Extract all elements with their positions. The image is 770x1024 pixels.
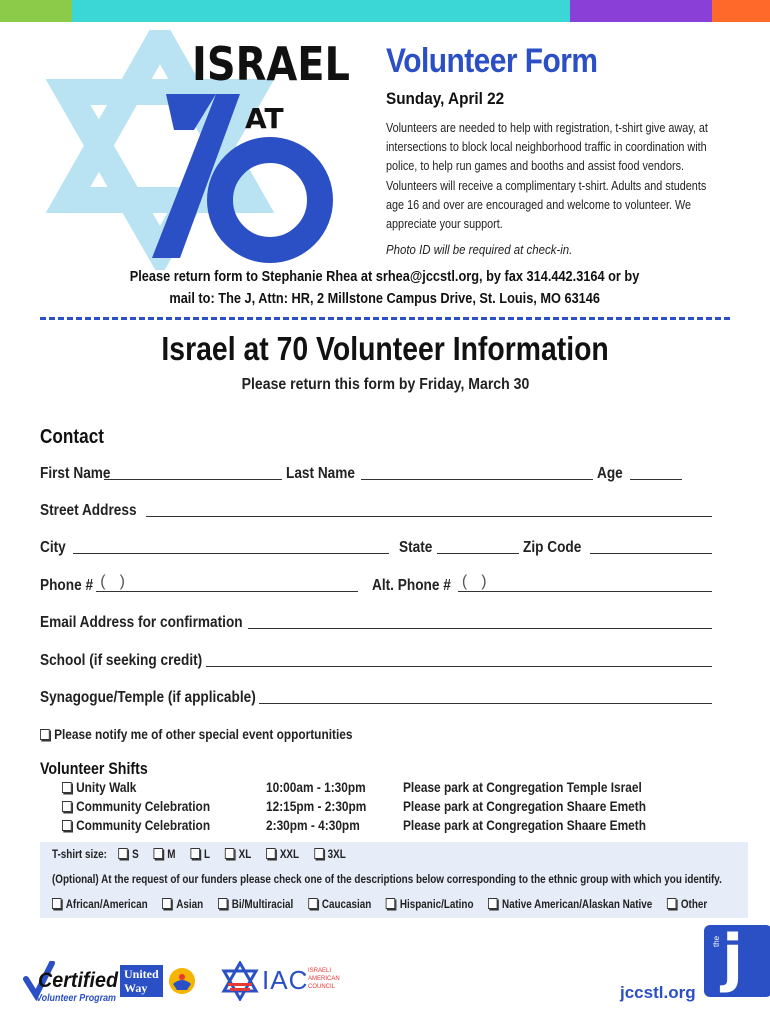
- alt-phone-label: Alt. Phone #: [372, 577, 452, 594]
- shift-option[interactable]: [62, 818, 242, 837]
- the-j-logo: [704, 921, 770, 997]
- school-field[interactable]: [206, 651, 712, 667]
- website-link[interactable]: jccstl.org: [620, 983, 696, 1002]
- tshirt-option[interactable]: [225, 849, 251, 861]
- tshirt-size: M: [167, 849, 176, 861]
- return-line-2: mail to: The J, Attn: HR, 2 Millstone Campus Drive, St. Louis, MO 63146: [169, 291, 601, 307]
- topbar-purple: [570, 0, 712, 22]
- ethnic-label: Bi/Multiracial: [231, 899, 294, 911]
- certified-volunteer-logo: [22, 961, 132, 1011]
- return-line-1: Please return form to Stephanie Rhea at srhea@jccstl.org, by fax 314.442.3164 or by: [130, 269, 640, 285]
- phone-row: [40, 575, 716, 595]
- ethnic-checkbox[interactable]: [488, 898, 497, 909]
- shift-option[interactable]: [62, 799, 242, 818]
- notify-option[interactable]: [40, 727, 352, 742]
- first-name-label: First Name: [40, 465, 111, 482]
- last-name-label: Last Name: [286, 465, 356, 482]
- j-letter: j: [722, 921, 744, 994]
- header-block: [386, 42, 726, 257]
- shift-parking: Please park at Congregation Temple Israel: [403, 780, 642, 795]
- main-title-text: Israel at 70 Volunteer Information: [161, 330, 609, 367]
- tshirt-option[interactable]: [153, 849, 175, 861]
- israel-at-70-logo: [40, 30, 380, 270]
- shift-option[interactable]: [62, 780, 242, 799]
- ethnic-checkbox[interactable]: [52, 898, 61, 909]
- return-deadline-text: Please return this form by Friday, March 30: [241, 376, 529, 393]
- tshirt-checkbox[interactable]: [190, 848, 199, 859]
- return-deadline: [0, 376, 770, 394]
- tshirt-size: 3XL: [327, 849, 346, 861]
- tshirt-size: XL: [238, 849, 252, 861]
- contact-heading: Contact: [40, 426, 105, 448]
- tshirt-option[interactable]: [118, 849, 138, 861]
- united-way-logo: [120, 963, 200, 999]
- email-row: [40, 612, 716, 632]
- ethnic-prompt: (Optional) At the request of our funders please check one of the descriptions below corresponding to the ethnic group with which you identify.: [52, 874, 722, 886]
- ethnic-option[interactable]: [52, 899, 148, 911]
- ethnic-options-row: [52, 898, 719, 911]
- ethnic-checkbox[interactable]: [162, 898, 171, 909]
- ethnic-checkbox[interactable]: [218, 898, 227, 909]
- event-date: Sunday, April 22: [386, 89, 505, 108]
- zip-field[interactable]: [590, 538, 712, 554]
- shift-name: Community Celebration: [76, 799, 211, 814]
- shift-row: [62, 799, 679, 818]
- street-row: [40, 500, 716, 520]
- ethnic-option[interactable]: [386, 899, 473, 911]
- united-way-hand-icon: [167, 966, 197, 996]
- tshirt-size: L: [204, 849, 211, 861]
- school-label: School (if seeking credit): [40, 652, 203, 669]
- state-field[interactable]: [437, 538, 519, 554]
- shifts-list: [62, 780, 679, 837]
- phone-field[interactable]: [96, 573, 358, 592]
- state-label: State: [399, 539, 433, 556]
- shift-parking: Please park at Congregation Shaare Emeth: [403, 818, 646, 833]
- tshirt-option[interactable]: [266, 849, 299, 861]
- iac-logo: [220, 961, 350, 1001]
- certified-text: Certified: [38, 969, 120, 992]
- form-title: Volunteer Form: [386, 42, 598, 80]
- tshirt-row: [52, 848, 358, 861]
- ethnic-label: Hispanic/Latino: [399, 899, 474, 911]
- notify-checkbox[interactable]: [40, 729, 50, 740]
- age-field[interactable]: [630, 464, 682, 480]
- tshirt-option[interactable]: [314, 849, 346, 861]
- ethnic-label: Caucasian: [321, 899, 372, 911]
- street-label: Street Address: [40, 502, 137, 519]
- description: Volunteers are needed to help with registration, t-shirt give away, at intersections to block local neighborhood traffic in coordination with police, to help run games and booths and assist food vendors. Volunteers will receive a complimentary t-shirt. Adults and students age 16 and over are encouraged and welcome to volunteer. We appreciate your support.: [386, 121, 708, 232]
- united-text: United: [124, 967, 159, 981]
- ethnic-checkbox[interactable]: [308, 898, 317, 909]
- ethnic-option[interactable]: [308, 899, 371, 911]
- volunteer-program-text: Volunteer Program: [36, 993, 117, 1004]
- tshirt-size: S: [132, 849, 139, 861]
- ethnic-label: Native American/Alaskan Native: [502, 899, 653, 911]
- ethnic-checkbox[interactable]: [386, 898, 395, 909]
- optional-info-box: [40, 842, 748, 918]
- email-field[interactable]: [248, 613, 712, 629]
- city-label: City: [40, 539, 66, 556]
- ethnic-option[interactable]: [162, 899, 203, 911]
- shift-time: 12:15pm - 2:30pm: [266, 799, 367, 814]
- age-label: Age: [596, 465, 623, 482]
- email-label: Email Address for confirmation: [40, 614, 243, 631]
- school-row: [40, 650, 716, 670]
- shifts-heading: Volunteer Shifts: [40, 760, 148, 778]
- ethnic-label: Other: [680, 899, 708, 911]
- city-field[interactable]: [73, 538, 389, 554]
- shift-row: [62, 818, 679, 837]
- tshirt-checkbox[interactable]: [153, 848, 162, 859]
- shift-time: 2:30pm - 4:30pm: [266, 818, 360, 833]
- tshirt-checkbox[interactable]: [118, 848, 127, 859]
- ethnic-checkbox[interactable]: [667, 898, 676, 909]
- cut-line: [40, 317, 730, 320]
- shift-name: Unity Walk: [76, 780, 137, 795]
- iac-text: IAC: [262, 965, 309, 995]
- top-color-bar: [0, 0, 770, 22]
- shift-row: [62, 780, 679, 799]
- shift-time: 10:00am - 1:30pm: [266, 780, 366, 795]
- synagogue-label: Synagogue/Temple (if applicable): [40, 689, 256, 706]
- name-row: [40, 463, 716, 483]
- shift-name: Community Celebration: [76, 818, 211, 833]
- united-way-box: [120, 965, 163, 997]
- shift-checkbox[interactable]: [62, 801, 72, 812]
- notify-label: Please notify me of other special event opportunities: [54, 727, 353, 742]
- synagogue-field[interactable]: [259, 688, 712, 704]
- shift-parking: Please park at Congregation Shaare Emeth: [403, 799, 646, 814]
- hero-israel-word: ISRAEL: [192, 37, 350, 91]
- phone-label: Phone #: [40, 577, 94, 594]
- ethnic-option[interactable]: [488, 899, 652, 911]
- alt-phone-area-code-parens-icon: (): [461, 573, 501, 590]
- main-title: [0, 330, 770, 368]
- last-name-field[interactable]: [361, 464, 593, 480]
- topbar-orange: [712, 0, 770, 22]
- footer-logos: [20, 921, 760, 1015]
- tshirt-label: T-shirt size:: [52, 849, 107, 861]
- tshirt-checkbox[interactable]: [314, 848, 323, 859]
- city-row: [40, 537, 716, 557]
- synagogue-row: [40, 687, 716, 707]
- return-instructions: [0, 266, 770, 310]
- ethnic-option[interactable]: [667, 899, 707, 911]
- the-text: the: [712, 935, 721, 947]
- tshirt-option[interactable]: [190, 849, 210, 861]
- ethnic-option[interactable]: [218, 899, 293, 911]
- star-of-david-icon: [40, 30, 380, 270]
- phone-area-code-parens-icon: (): [100, 573, 139, 590]
- photo-id-note: Photo ID will be required at check-in.: [386, 242, 573, 258]
- iac-star-icon: [220, 961, 260, 1001]
- street-field[interactable]: [146, 501, 712, 517]
- iac-subtitle: ISRAELI AMERICAN COUNCIL: [308, 968, 340, 990]
- hero-at-word: AT: [245, 102, 284, 135]
- topbar-green: [0, 0, 72, 22]
- zip-label: Zip Code: [523, 539, 582, 556]
- tshirt-size: XXL: [279, 849, 300, 861]
- ethnic-label: African/American: [65, 899, 148, 911]
- way-text: Way: [124, 981, 148, 995]
- first-name-field[interactable]: [104, 464, 282, 480]
- ethnic-label: Asian: [176, 899, 204, 911]
- shift-checkbox[interactable]: [62, 782, 72, 793]
- shift-checkbox[interactable]: [62, 820, 72, 831]
- alt-phone-field[interactable]: [458, 573, 712, 592]
- tshirt-checkbox[interactable]: [266, 848, 275, 859]
- tshirt-checkbox[interactable]: [225, 848, 234, 859]
- topbar-teal: [72, 0, 570, 22]
